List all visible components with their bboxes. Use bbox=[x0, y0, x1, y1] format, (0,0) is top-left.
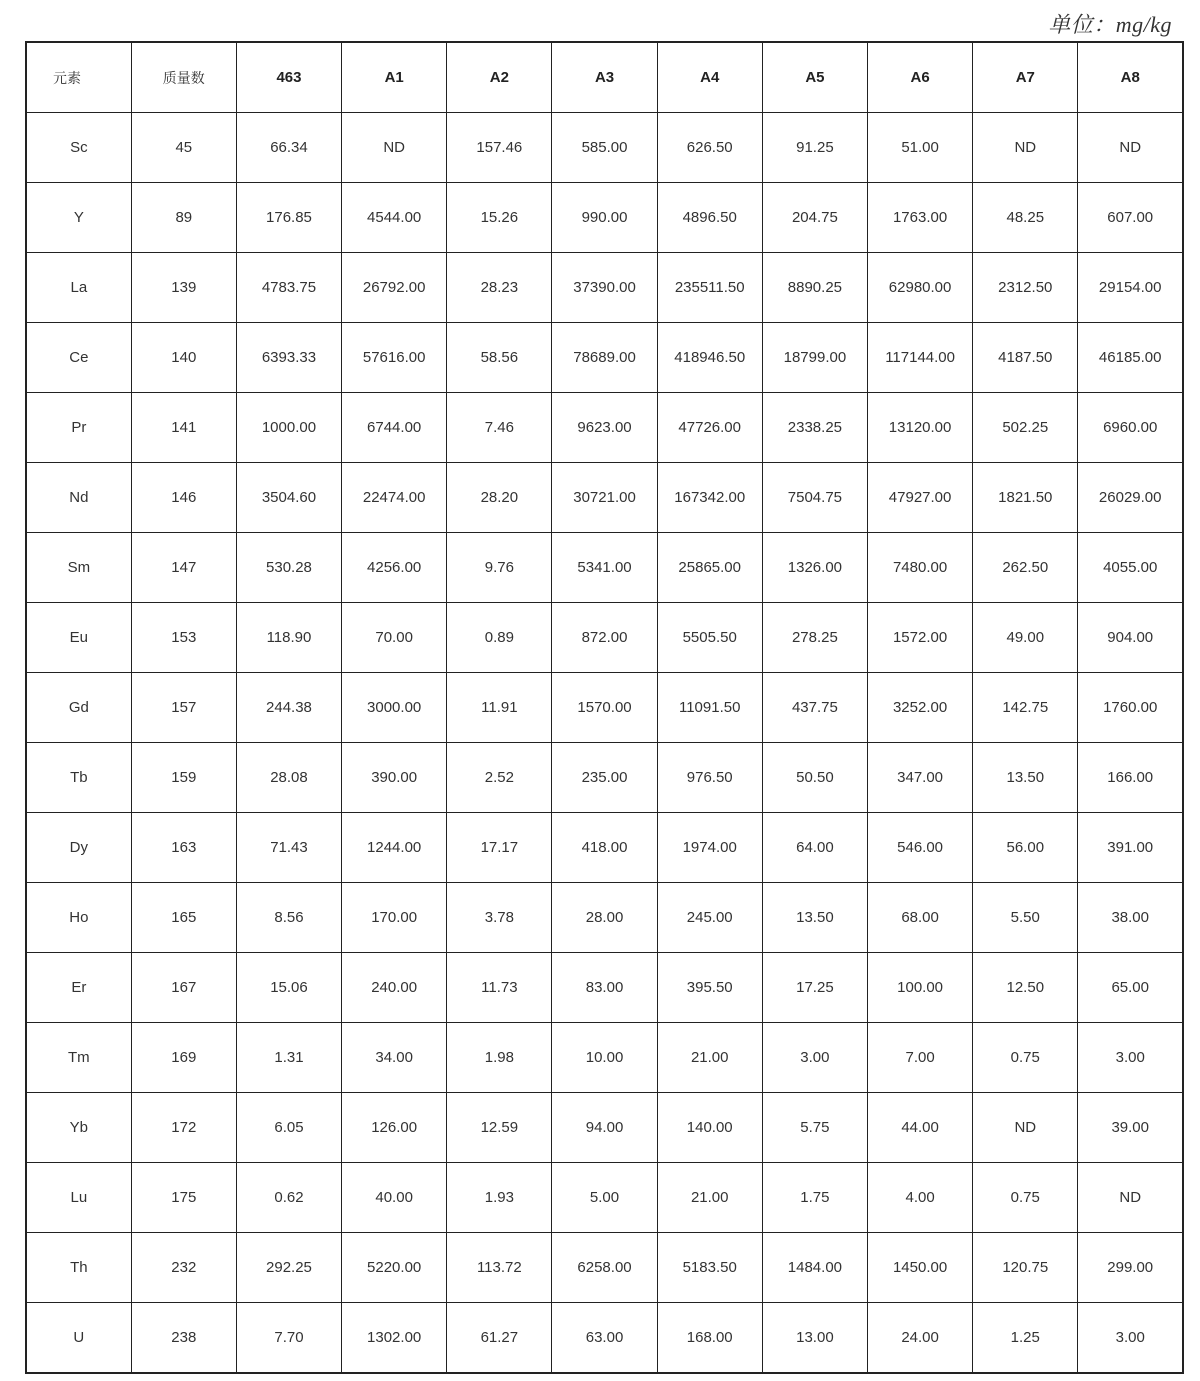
concentration-cell: 9.76 bbox=[447, 533, 552, 603]
concentration-cell: 872.00 bbox=[552, 603, 657, 673]
mass-number-cell: 175 bbox=[131, 1163, 236, 1233]
element-cell: Tm bbox=[26, 1023, 131, 1093]
concentration-cell: 24.00 bbox=[868, 1303, 973, 1374]
concentration-cell: 6393.33 bbox=[236, 323, 341, 393]
mass-number-cell: 169 bbox=[131, 1023, 236, 1093]
element-cell: Th bbox=[26, 1233, 131, 1303]
table-row bbox=[26, 393, 1183, 463]
concentration-cell: 418.00 bbox=[552, 813, 657, 883]
concentration-cell: 6258.00 bbox=[552, 1233, 657, 1303]
concentration-cell: 170.00 bbox=[342, 883, 447, 953]
mass-number-cell: 163 bbox=[131, 813, 236, 883]
concentration-cell: 990.00 bbox=[552, 183, 657, 253]
column-header-4: A2 bbox=[447, 42, 552, 113]
concentration-cell: 15.26 bbox=[447, 183, 552, 253]
column-header-8: A6 bbox=[868, 42, 973, 113]
concentration-cell: 299.00 bbox=[1078, 1233, 1183, 1303]
mass-number-cell: 157 bbox=[131, 673, 236, 743]
concentration-cell: 245.00 bbox=[657, 883, 762, 953]
table-row bbox=[26, 463, 1183, 533]
concentration-cell: 7.46 bbox=[447, 393, 552, 463]
concentration-cell: 113.72 bbox=[447, 1233, 552, 1303]
concentration-cell: 8.56 bbox=[236, 883, 341, 953]
concentration-cell: 13120.00 bbox=[868, 393, 973, 463]
concentration-cell: 70.00 bbox=[342, 603, 447, 673]
concentration-cell: 91.25 bbox=[762, 113, 867, 183]
concentration-cell: 18799.00 bbox=[762, 323, 867, 393]
concentration-cell: 66.34 bbox=[236, 113, 341, 183]
concentration-cell: 5183.50 bbox=[657, 1233, 762, 1303]
element-cell: Lu bbox=[26, 1163, 131, 1233]
concentration-cell: 15.06 bbox=[236, 953, 341, 1023]
concentration-cell: 4055.00 bbox=[1078, 533, 1183, 603]
concentration-cell: 21.00 bbox=[657, 1163, 762, 1233]
concentration-cell: 1302.00 bbox=[342, 1303, 447, 1374]
element-cell: U bbox=[26, 1303, 131, 1374]
concentration-cell: 0.75 bbox=[973, 1023, 1078, 1093]
concentration-cell: 4256.00 bbox=[342, 533, 447, 603]
mass-number-cell: 232 bbox=[131, 1233, 236, 1303]
column-header-2: 463 bbox=[236, 42, 341, 113]
mass-number-cell: 147 bbox=[131, 533, 236, 603]
table-row bbox=[26, 1233, 1183, 1303]
concentration-cell: 117144.00 bbox=[868, 323, 973, 393]
concentration-cell: 64.00 bbox=[762, 813, 867, 883]
concentration-cell: 17.17 bbox=[447, 813, 552, 883]
concentration-cell: 56.00 bbox=[973, 813, 1078, 883]
concentration-cell: 418946.50 bbox=[657, 323, 762, 393]
concentration-cell: 607.00 bbox=[1078, 183, 1183, 253]
concentration-cell: 1.31 bbox=[236, 1023, 341, 1093]
column-header-5: A3 bbox=[552, 42, 657, 113]
concentration-cell: 29154.00 bbox=[1078, 253, 1183, 323]
concentration-cell: 1244.00 bbox=[342, 813, 447, 883]
concentration-cell: 244.38 bbox=[236, 673, 341, 743]
concentration-cell: 13.00 bbox=[762, 1303, 867, 1374]
concentration-cell: 61.27 bbox=[447, 1303, 552, 1374]
concentration-cell: 46185.00 bbox=[1078, 323, 1183, 393]
concentration-cell: 2338.25 bbox=[762, 393, 867, 463]
concentration-cell: 390.00 bbox=[342, 743, 447, 813]
concentration-cell: 3.78 bbox=[447, 883, 552, 953]
table-row bbox=[26, 113, 1183, 183]
concentration-cell: 5505.50 bbox=[657, 603, 762, 673]
concentration-cell: 44.00 bbox=[868, 1093, 973, 1163]
mass-number-cell: 89 bbox=[131, 183, 236, 253]
table-row bbox=[26, 813, 1183, 883]
concentration-cell: 1326.00 bbox=[762, 533, 867, 603]
concentration-cell: 1.75 bbox=[762, 1163, 867, 1233]
concentration-cell: 262.50 bbox=[973, 533, 1078, 603]
concentration-cell: 904.00 bbox=[1078, 603, 1183, 673]
concentration-cell: 5.75 bbox=[762, 1093, 867, 1163]
concentration-cell: 4896.50 bbox=[657, 183, 762, 253]
concentration-cell: 1450.00 bbox=[868, 1233, 973, 1303]
concentration-cell: 39.00 bbox=[1078, 1093, 1183, 1163]
concentration-cell: 3000.00 bbox=[342, 673, 447, 743]
concentration-cell: 5.00 bbox=[552, 1163, 657, 1233]
concentration-cell: 235511.50 bbox=[657, 253, 762, 323]
concentration-cell: 78689.00 bbox=[552, 323, 657, 393]
concentration-cell: 65.00 bbox=[1078, 953, 1183, 1023]
concentration-cell: 4.00 bbox=[868, 1163, 973, 1233]
concentration-cell: 1.93 bbox=[447, 1163, 552, 1233]
concentration-cell: 626.50 bbox=[657, 113, 762, 183]
concentration-cell: 3.00 bbox=[1078, 1303, 1183, 1374]
concentration-cell: 1572.00 bbox=[868, 603, 973, 673]
concentration-cell: 58.56 bbox=[447, 323, 552, 393]
concentration-cell: 63.00 bbox=[552, 1303, 657, 1374]
concentration-cell: 51.00 bbox=[868, 113, 973, 183]
concentration-cell: 6960.00 bbox=[1078, 393, 1183, 463]
mass-number-cell: 146 bbox=[131, 463, 236, 533]
concentration-cell: 142.75 bbox=[973, 673, 1078, 743]
element-cell: Ho bbox=[26, 883, 131, 953]
element-cell: Y bbox=[26, 183, 131, 253]
header-row bbox=[26, 42, 1183, 113]
column-header-9: A7 bbox=[973, 42, 1078, 113]
concentration-cell: 126.00 bbox=[342, 1093, 447, 1163]
concentration-cell: 3252.00 bbox=[868, 673, 973, 743]
concentration-cell: 10.00 bbox=[552, 1023, 657, 1093]
concentration-cell: 28.23 bbox=[447, 253, 552, 323]
concentration-cell: 5341.00 bbox=[552, 533, 657, 603]
element-cell: La bbox=[26, 253, 131, 323]
mass-number-cell: 140 bbox=[131, 323, 236, 393]
concentration-cell: 166.00 bbox=[1078, 743, 1183, 813]
mass-number-cell: 141 bbox=[131, 393, 236, 463]
mass-number-cell: 45 bbox=[131, 113, 236, 183]
table-body bbox=[26, 113, 1183, 1374]
concentration-cell: 7480.00 bbox=[868, 533, 973, 603]
concentration-cell: 6744.00 bbox=[342, 393, 447, 463]
concentration-cell: 4187.50 bbox=[973, 323, 1078, 393]
concentration-cell: 5220.00 bbox=[342, 1233, 447, 1303]
concentration-cell: 11091.50 bbox=[657, 673, 762, 743]
concentration-cell: 34.00 bbox=[342, 1023, 447, 1093]
concentration-cell: ND bbox=[973, 1093, 1078, 1163]
concentration-cell: 7.00 bbox=[868, 1023, 973, 1093]
element-cell: Pr bbox=[26, 393, 131, 463]
column-header-1: 质量数 bbox=[131, 42, 236, 113]
concentration-cell: 28.20 bbox=[447, 463, 552, 533]
concentration-cell: 1763.00 bbox=[868, 183, 973, 253]
table-row bbox=[26, 183, 1183, 253]
table-row bbox=[26, 323, 1183, 393]
mass-number-cell: 159 bbox=[131, 743, 236, 813]
table-row bbox=[26, 533, 1183, 603]
concentration-cell: 100.00 bbox=[868, 953, 973, 1023]
concentration-cell: 49.00 bbox=[973, 603, 1078, 673]
concentration-cell: 4544.00 bbox=[342, 183, 447, 253]
concentration-cell: 83.00 bbox=[552, 953, 657, 1023]
concentration-cell: 391.00 bbox=[1078, 813, 1183, 883]
table-row bbox=[26, 953, 1183, 1023]
concentration-cell: 1760.00 bbox=[1078, 673, 1183, 743]
concentration-cell: 976.50 bbox=[657, 743, 762, 813]
concentration-cell: 0.62 bbox=[236, 1163, 341, 1233]
concentration-cell: 22474.00 bbox=[342, 463, 447, 533]
concentration-cell: 7.70 bbox=[236, 1303, 341, 1374]
concentration-cell: 167342.00 bbox=[657, 463, 762, 533]
concentration-cell: 3.00 bbox=[762, 1023, 867, 1093]
mass-number-cell: 238 bbox=[131, 1303, 236, 1374]
concentration-cell: ND bbox=[342, 113, 447, 183]
mass-number-cell: 153 bbox=[131, 603, 236, 673]
concentration-cell: 3504.60 bbox=[236, 463, 341, 533]
concentration-cell: 1.25 bbox=[973, 1303, 1078, 1374]
concentration-cell: 26029.00 bbox=[1078, 463, 1183, 533]
concentration-cell: 585.00 bbox=[552, 113, 657, 183]
column-header-7: A5 bbox=[762, 42, 867, 113]
concentration-cell: 1821.50 bbox=[973, 463, 1078, 533]
concentration-cell: 4783.75 bbox=[236, 253, 341, 323]
concentration-cell: 13.50 bbox=[973, 743, 1078, 813]
concentration-cell: 71.43 bbox=[236, 813, 341, 883]
concentration-cell: 11.73 bbox=[447, 953, 552, 1023]
element-concentration-table bbox=[25, 41, 1184, 1374]
unit-label: 单位：mg/kg bbox=[1048, 12, 1172, 37]
concentration-cell: 140.00 bbox=[657, 1093, 762, 1163]
concentration-cell: 168.00 bbox=[657, 1303, 762, 1374]
concentration-cell: 1974.00 bbox=[657, 813, 762, 883]
element-cell: Sm bbox=[26, 533, 131, 603]
element-cell: Sc bbox=[26, 113, 131, 183]
element-cell: Tb bbox=[26, 743, 131, 813]
element-cell: Nd bbox=[26, 463, 131, 533]
concentration-cell: 1000.00 bbox=[236, 393, 341, 463]
concentration-cell: 37390.00 bbox=[552, 253, 657, 323]
concentration-cell: 118.90 bbox=[236, 603, 341, 673]
mass-number-cell: 165 bbox=[131, 883, 236, 953]
concentration-cell: 5.50 bbox=[973, 883, 1078, 953]
concentration-cell: 25865.00 bbox=[657, 533, 762, 603]
concentration-cell: 38.00 bbox=[1078, 883, 1183, 953]
concentration-cell: 21.00 bbox=[657, 1023, 762, 1093]
concentration-cell: 12.59 bbox=[447, 1093, 552, 1163]
table-row bbox=[26, 673, 1183, 743]
concentration-cell: 502.25 bbox=[973, 393, 1078, 463]
mass-number-cell: 139 bbox=[131, 253, 236, 323]
concentration-cell: 1570.00 bbox=[552, 673, 657, 743]
concentration-cell: 2.52 bbox=[447, 743, 552, 813]
concentration-cell: 204.75 bbox=[762, 183, 867, 253]
concentration-cell: 26792.00 bbox=[342, 253, 447, 323]
element-cell: Dy bbox=[26, 813, 131, 883]
concentration-cell: 120.75 bbox=[973, 1233, 1078, 1303]
concentration-cell: 12.50 bbox=[973, 953, 1078, 1023]
concentration-cell: 40.00 bbox=[342, 1163, 447, 1233]
concentration-cell: 176.85 bbox=[236, 183, 341, 253]
concentration-cell: 62980.00 bbox=[868, 253, 973, 323]
concentration-cell: 7504.75 bbox=[762, 463, 867, 533]
concentration-cell: 28.08 bbox=[236, 743, 341, 813]
column-header-3: A1 bbox=[342, 42, 447, 113]
mass-number-cell: 167 bbox=[131, 953, 236, 1023]
element-cell: Er bbox=[26, 953, 131, 1023]
concentration-cell: 278.25 bbox=[762, 603, 867, 673]
table-row bbox=[26, 253, 1183, 323]
table-header bbox=[26, 42, 1183, 113]
concentration-cell: 0.75 bbox=[973, 1163, 1078, 1233]
concentration-cell: 94.00 bbox=[552, 1093, 657, 1163]
table-row bbox=[26, 1093, 1183, 1163]
concentration-cell: 47726.00 bbox=[657, 393, 762, 463]
table-row bbox=[26, 743, 1183, 813]
concentration-cell: 8890.25 bbox=[762, 253, 867, 323]
concentration-cell: 157.46 bbox=[447, 113, 552, 183]
mass-number-cell: 172 bbox=[131, 1093, 236, 1163]
concentration-cell: 9623.00 bbox=[552, 393, 657, 463]
element-cell: Eu bbox=[26, 603, 131, 673]
concentration-cell: 17.25 bbox=[762, 953, 867, 1023]
table-row bbox=[26, 1023, 1183, 1093]
concentration-cell: 292.25 bbox=[236, 1233, 341, 1303]
concentration-cell: 1484.00 bbox=[762, 1233, 867, 1303]
concentration-cell: 6.05 bbox=[236, 1093, 341, 1163]
concentration-cell: 437.75 bbox=[762, 673, 867, 743]
column-header-0: 元素 bbox=[26, 42, 131, 113]
concentration-cell: 11.91 bbox=[447, 673, 552, 743]
concentration-cell: ND bbox=[1078, 113, 1183, 183]
concentration-cell: 48.25 bbox=[973, 183, 1078, 253]
concentration-cell: 50.50 bbox=[762, 743, 867, 813]
element-cell: Ce bbox=[26, 323, 131, 393]
concentration-cell: 530.28 bbox=[236, 533, 341, 603]
column-header-10: A8 bbox=[1078, 42, 1183, 113]
concentration-cell: 13.50 bbox=[762, 883, 867, 953]
concentration-cell: 3.00 bbox=[1078, 1023, 1183, 1093]
concentration-cell: ND bbox=[1078, 1163, 1183, 1233]
element-cell: Gd bbox=[26, 673, 131, 743]
concentration-cell: 28.00 bbox=[552, 883, 657, 953]
table-row bbox=[26, 1303, 1183, 1374]
concentration-cell: 57616.00 bbox=[342, 323, 447, 393]
concentration-cell: 47927.00 bbox=[868, 463, 973, 533]
table-row bbox=[26, 883, 1183, 953]
table-row bbox=[26, 1163, 1183, 1233]
concentration-cell: 2312.50 bbox=[973, 253, 1078, 323]
element-cell: Yb bbox=[26, 1093, 131, 1163]
concentration-cell: 0.89 bbox=[447, 603, 552, 673]
concentration-cell: 235.00 bbox=[552, 743, 657, 813]
table-row bbox=[26, 603, 1183, 673]
concentration-cell: 395.50 bbox=[657, 953, 762, 1023]
concentration-cell: 546.00 bbox=[868, 813, 973, 883]
concentration-cell: 68.00 bbox=[868, 883, 973, 953]
column-header-6: A4 bbox=[657, 42, 762, 113]
concentration-cell: 347.00 bbox=[868, 743, 973, 813]
concentration-cell: 240.00 bbox=[342, 953, 447, 1023]
concentration-cell: 30721.00 bbox=[552, 463, 657, 533]
concentration-cell: ND bbox=[973, 113, 1078, 183]
concentration-cell: 1.98 bbox=[447, 1023, 552, 1093]
